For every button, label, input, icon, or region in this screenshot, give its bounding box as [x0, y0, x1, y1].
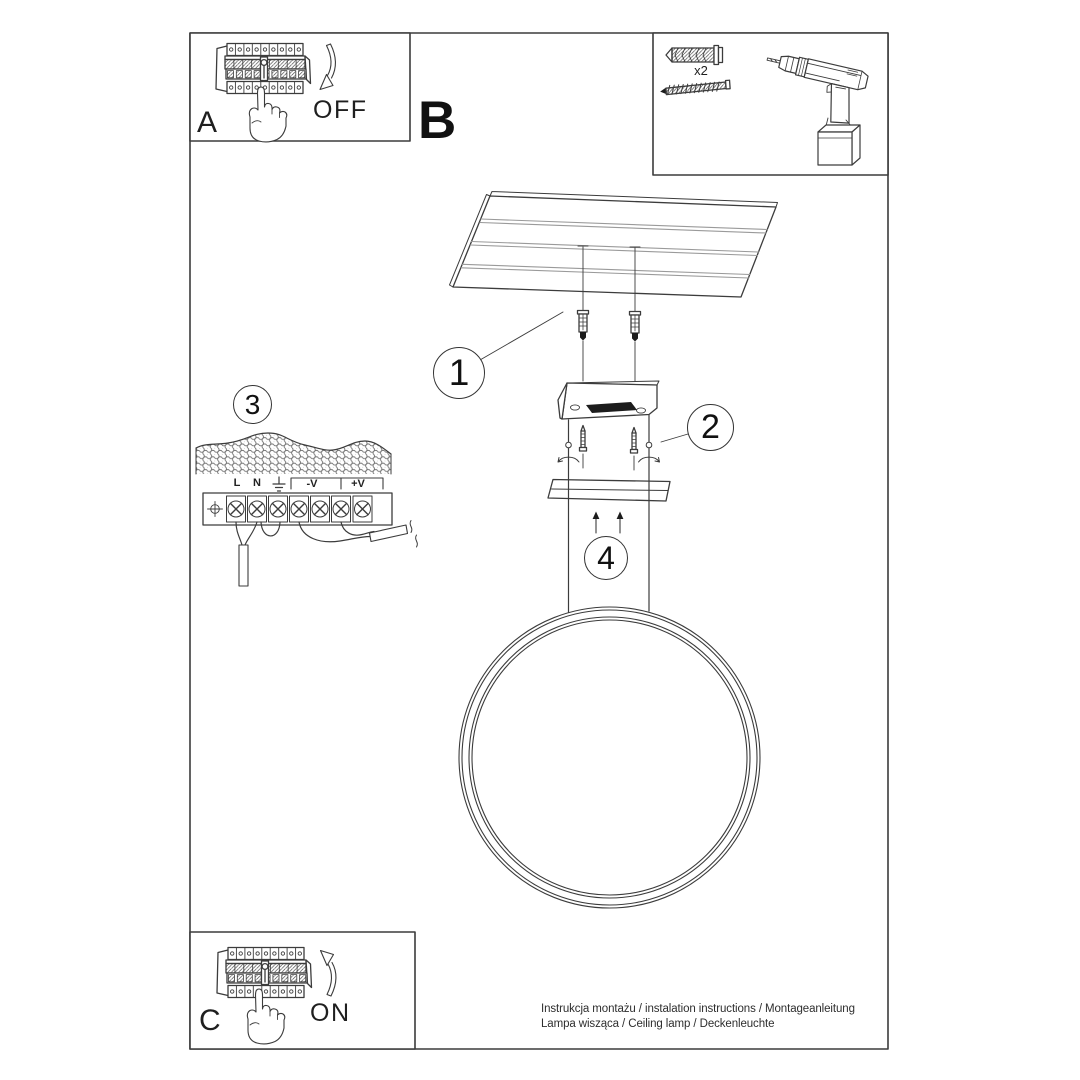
ceiling-panel	[450, 192, 778, 298]
footer-line-1: Instrukcja montażu / instalation instructions / Montageanleitung	[541, 1003, 855, 1015]
footer-text	[541, 1002, 855, 1032]
terminal-posv-label: +V	[351, 478, 365, 490]
step-3-badge: 3	[233, 385, 272, 424]
wall-anchor	[630, 312, 641, 342]
mounting-screw	[631, 428, 638, 471]
cover-plate	[548, 480, 670, 502]
wall-plug-icon	[666, 46, 723, 65]
terminal-negv-label: -V	[306, 478, 318, 490]
on-label: ON	[310, 999, 351, 1027]
section-a-label: A	[197, 106, 218, 139]
section-c-label: C	[199, 1004, 221, 1037]
terminal-screws	[227, 496, 373, 522]
vent-mesh	[196, 433, 391, 474]
terminal-n-label: N	[253, 477, 261, 489]
pendant-ring	[459, 607, 760, 908]
footer-line-2: Lampa wisząca / Ceiling lamp / Deckenleuchte	[541, 1018, 775, 1030]
cable-break-marks	[410, 521, 417, 548]
step-1-badge: 1	[433, 347, 485, 399]
output-cable	[370, 525, 408, 542]
wall-anchor	[578, 311, 589, 341]
step-4-badge: 4	[584, 536, 628, 580]
up-arrow-icon	[593, 512, 624, 534]
step-2-badge: 2	[687, 404, 734, 451]
leader-step1	[480, 312, 563, 360]
off-label: OFF	[313, 96, 368, 124]
mounting-screw	[580, 426, 587, 469]
terminal-l-label: L	[233, 477, 241, 489]
ground-icon	[273, 477, 285, 491]
anchor-qty-label: x2	[694, 63, 708, 78]
page-frame	[190, 33, 888, 1049]
section-b-label: B	[418, 91, 457, 150]
leader-step2	[661, 434, 688, 442]
mounting-bracket	[558, 381, 659, 419]
mains-cable	[239, 545, 248, 586]
terminal-block	[196, 433, 417, 586]
